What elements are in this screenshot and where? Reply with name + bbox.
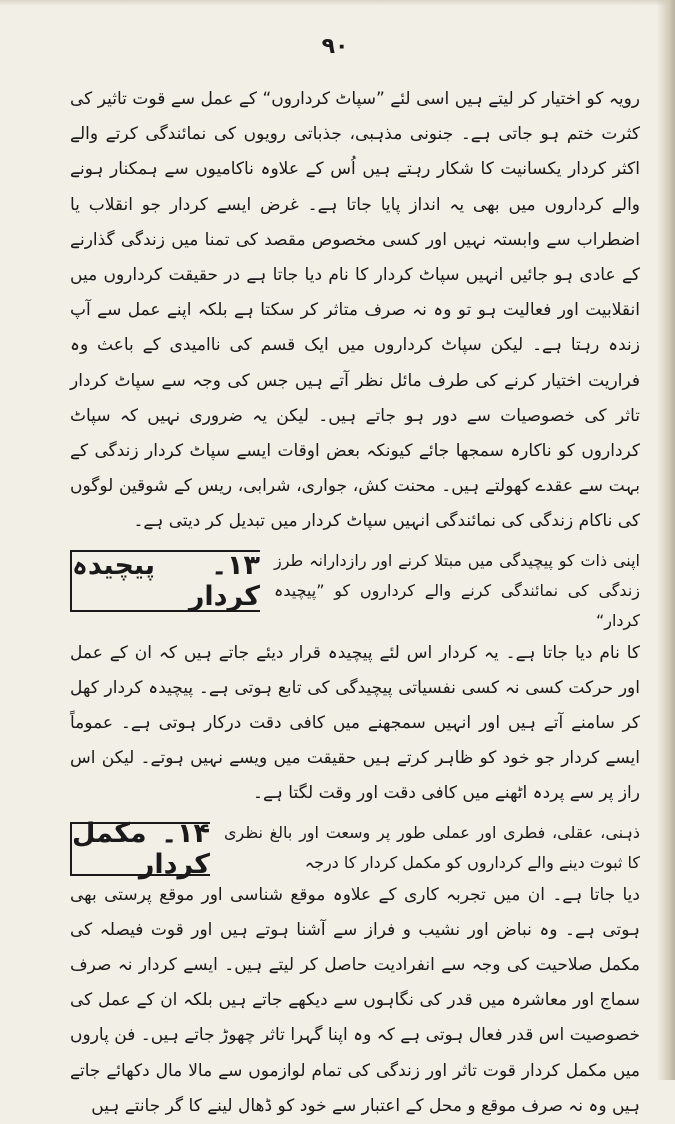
- section-14-lead: ذہنی، عقلی، فطری اور عملی طور پر وسعت اور بالغ نظری کا ثبوت دینے والے کرداروں کو مکمل کردار کا درجہ: [224, 822, 640, 872]
- page-binding-edge: [657, 0, 675, 1080]
- section-14: [70, 816, 640, 878]
- text-column: [70, 82, 640, 1124]
- intro-paragraph: رویہ کو اختیار کر لیتے ہیں اسی لئے ”سپاٹ کرداروں“ کے عمل سے قوت تاثیر کی کثرت ختم ہو جاتی ہے۔ جنونی مذہبی، جذباتی رویوں کی نمائندگی کرتے والے اکثر کردار یکسانیت کا شکار رہتے ہیں اُس کے علاوہ ناکامیوں سے ہمکنار ہونے والے کرداروں میں بھی یہ انداز پایا جاتا ہے۔ غرض ایسے کردار جو انقلاب یا اضطراب سے وابستہ نہیں اور کسی مخصوص مقصد کی تمنا میں زندگی گذارنے کے عادی ہو جائیں انہیں سپاٹ کردار کا نام دیا جاتا ہے در حقیقت کرداروں میں انقلابیت اور فعالیت ہو تو وہ نہ صرف متاثر کر سکتا ہے بلکہ اپنے عمل سے آپ زندہ رہتا ہے۔ لیکن سپاٹ کرداروں میں ایک قسم کی ناامیدی کے باعث وہ فراریت اختیار کرنے کی طرف مائل نظر آتے ہیں جس کی وجہ سے سپاٹ کردار تاثر کی خصوصیات سے دور ہو جاتے ہیں۔ لیکن یہ ضروری نہیں کہ سپاٹ کرداروں کو ناکارہ سمجھا جائے کیونکہ بعض اوقات ایسے سپاٹ کردار زندگی کے بہت سے عقدے کھولتے ہیں۔ محنت کش، جواری، شرابی، ریس کے شوقین لوگوں کی ناکام زندگی کی نمائندگی انہیں سپاٹ کردار میں تبدیل کر دیتی ہے۔: [70, 89, 640, 532]
- page-number: ۹۰: [321, 34, 349, 59]
- page-top-edge: [0, 0, 675, 6]
- section-13-body: کا نام دیا جاتا ہے۔ یہ کردار اس لئے پیچیدہ قرار دیئے جاتے ہیں کہ ان کے عمل اور حرکت کسی نہ کسی نفسیاتی پیچیدگی کی تابع ہوتی ہے۔ پیچیدہ کردار کھل کر سامنے آتے ہیں اور انہیں سمجھنے میں کافی دقت درکار ہوتی ہے۔ عموماً ایسے کردار جو خود کو ظاہر کرتے ہیں حقیقت میں ویسے نہیں ہوتے۔ لیکن اس راز پر سے پردہ اٹھنے میں کافی دقت اور وقت لگتا ہے۔: [70, 642, 640, 804]
- section-14-body: دیا جاتا ہے۔ ان میں تجربہ کاری کے علاوہ موقع شناسی اور موقع پرستی بھی ہوتی ہے۔ وہ نباض اور نشیب و فراز سے آشنا ہوتے ہیں اور قوت فیصلہ کی مکمل صلاحیت کی وجہ سے انفرادیت حاصل کر لیتے ہیں۔ ایسے کردار نہ صرف سماج اور معاشرہ میں قدر کی نگاہوں سے دیکھے جاتے ہیں بلکہ ان کے عمل کی خصوصیت اس قدر فعال ہوتی ہے کہ وہ اپنا گہرا تاثر چھوڑ جاتے ہیں۔ فن پاروں میں مکمل کردار قوت تاثر اور زندگی کی تمام لوازموں سے مالا مال دکھائے جاتے ہیں وہ نہ صرف موقع و محل کے اعتبار سے خود کو ڈھال لینے کا گر جانتے ہیں: [70, 884, 640, 1116]
- section-13: [70, 544, 640, 636]
- section-13-heading: ۱۳۔ پیچیدہ کردار: [72, 549, 260, 612]
- section-13-lead: اپنی ذات کو پیچیدگی میں مبتلا کرنے اور رازدارانہ طرز زندگی کی نمائندگی کرنے والے کرداروں کو ”پیچیدہ کردار“: [274, 550, 640, 630]
- section-14-heading: ۱۴۔ مکمل کردار: [72, 817, 210, 880]
